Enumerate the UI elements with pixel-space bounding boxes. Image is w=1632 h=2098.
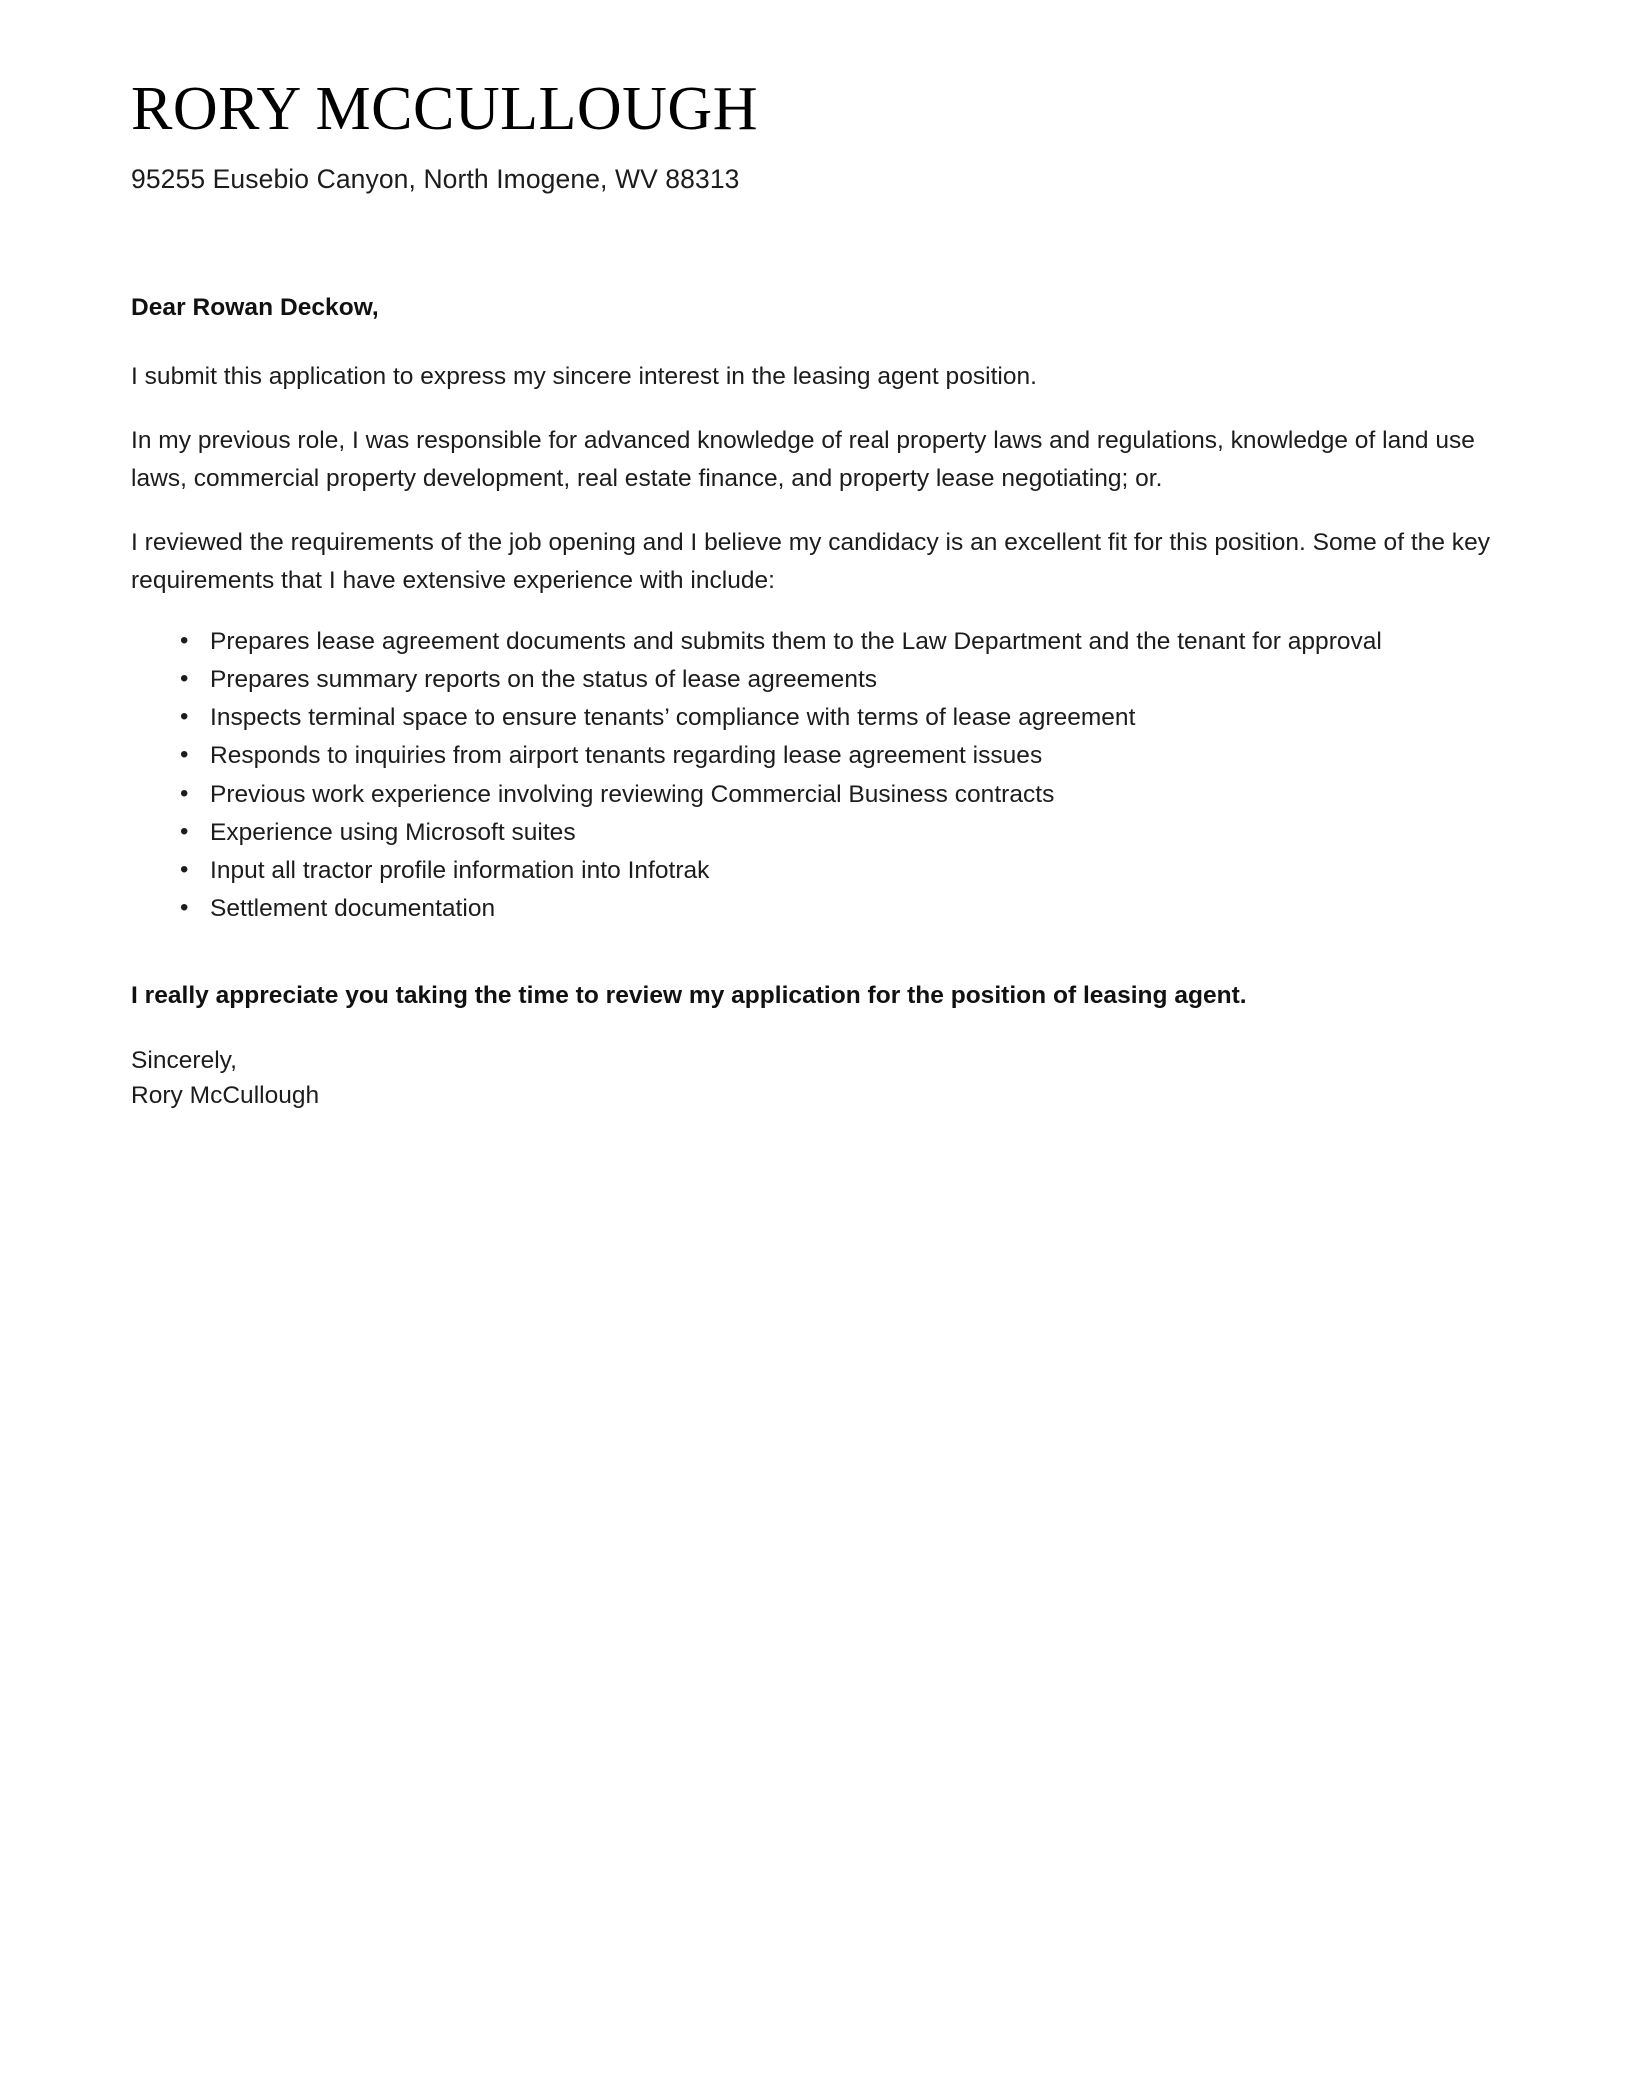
letter-header <box>131 76 1501 198</box>
list-item: • Responds to inquiries from airport tenants regarding lease agreement issues <box>180 738 1501 774</box>
list-item: • Input all tractor profile information into Infotrak <box>180 853 1501 889</box>
valediction: Sincerely, <box>131 1047 237 1075</box>
paragraph-experience: In my previous role, I was responsible for advanced knowledge of real property laws and regulations, knowledge of land use laws, commercial property development, real estate finance, and property lease negotiating; or. <box>131 426 1475 492</box>
letter-body <box>131 294 1501 1114</box>
paragraph-requirements-intro: I reviewed the requirements of the job opening and I believe my candidacy is an excellent fit for this position. Some of the key requirements that I have extensive experience with include: <box>131 528 1490 594</box>
closing-statement: I really appreciate you taking the time to review my application for the position of leasing agent. <box>131 981 1247 1009</box>
list-item: • Prepares summary reports on the status of lease agreements <box>180 662 1501 698</box>
list-item: • Inspects terminal space to ensure tenants’ compliance with terms of lease agreement <box>180 700 1501 736</box>
sender-address: 95255 Eusebio Canyon, North Imogene, WV 88313 <box>131 163 740 194</box>
list-item: • Settlement documentation <box>180 891 1501 927</box>
list-item: • Previous work experience involving reviewing Commercial Business contracts <box>180 777 1501 813</box>
list-item: • Prepares lease agreement documents and submits them to the Law Department and the tenant for approval <box>180 624 1501 660</box>
signature-name: Rory McCullough <box>131 1082 320 1110</box>
list-item: • Experience using Microsoft suites <box>180 815 1501 851</box>
paragraph-intro: I submit this application to express my sincere interest in the leasing agent position. <box>131 362 1037 390</box>
requirements-list <box>131 624 1501 928</box>
page-title: RORY MCCULLOUGH <box>131 75 758 143</box>
signoff-block <box>131 1044 1501 1114</box>
salutation: Dear Rowan Deckow, <box>131 293 379 321</box>
letter-content <box>131 76 1501 1114</box>
